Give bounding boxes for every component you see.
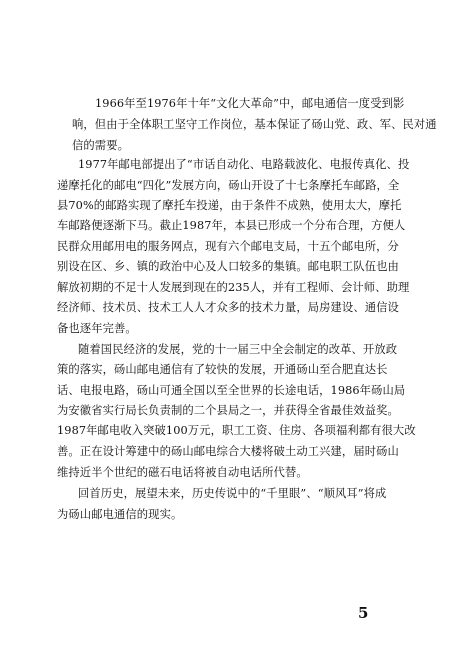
text-line: 民群众用邮用电的服务网点，现有六个邮电支局，十五个邮电所，分 [57, 240, 399, 253]
text-line: 信的需要。 [72, 139, 129, 152]
text-line: 县70%的邮路实现了摩托车投递，由于条件不成熟，使用太大，摩托 [57, 199, 402, 212]
text-line: 1966年至1976年十年“文化大革命”中，邮电通信一度受到影 [95, 97, 405, 110]
text-line: 为砀山邮电通信的现实。 [57, 508, 183, 521]
text-line: 话、电报电路，砀山可通全国以至全世界的长途电话，1986年砀山局 [57, 384, 406, 397]
text-line: 递摩托化的邮电“四化”发展方向，砀山开设了十七条摩托车邮路，全 [57, 179, 400, 192]
text-line: 策的落实，砀山邮电通信有了较快的发展，开通砀山至合肥直达长 [57, 363, 388, 376]
text-line: 车邮路便逐渐下马。截止1987年，本县已形成一个分布合理，方便人 [57, 219, 406, 232]
text-line: 维持近半个世纪的磁石电话将被自动电话所代替。 [57, 466, 308, 479]
text-line: 响，但由于全体职工坚守工作岗位，基本保证了砀山党、政、军、民对通 [72, 118, 437, 131]
text-line: 经济师、技术员、技术工人人才众多的技术力量，局房建设、通信设 [57, 301, 399, 314]
text-line: 1977年邮电部提出了“市话自动化、电路载波化、电报传真化、投 [78, 158, 410, 171]
text-line: 解放初期的不足十人发展到现在的235人，并有工程师、会计师、助理 [57, 281, 410, 294]
text-line: 备也逐年完善。 [57, 322, 137, 335]
page-number: 5 [358, 604, 369, 622]
text-line: 随着国民经济的发展，党的十一届三中全会制定的改革、开放政 [78, 343, 398, 356]
text-line: 善。正在设计筹建中的砀山邮电综合大楼将破土动工兴建，届时砀山 [57, 445, 399, 458]
text-line: 别设在区、乡、镇的政治中心及人口较多的集镇。邮电职工队伍也由 [57, 260, 399, 273]
text-line: 1987年邮电收入突破100万元，职工工资、住房、各项福利都有很大改 [57, 424, 416, 437]
text-line: 为安徽省实行局长负责制的二个县局之一，并获得全省最佳效益奖。 [57, 404, 399, 417]
text-line: 回首历史，展望未来，历史传说中的“千里眼”、“顺风耳”将成 [78, 487, 387, 500]
